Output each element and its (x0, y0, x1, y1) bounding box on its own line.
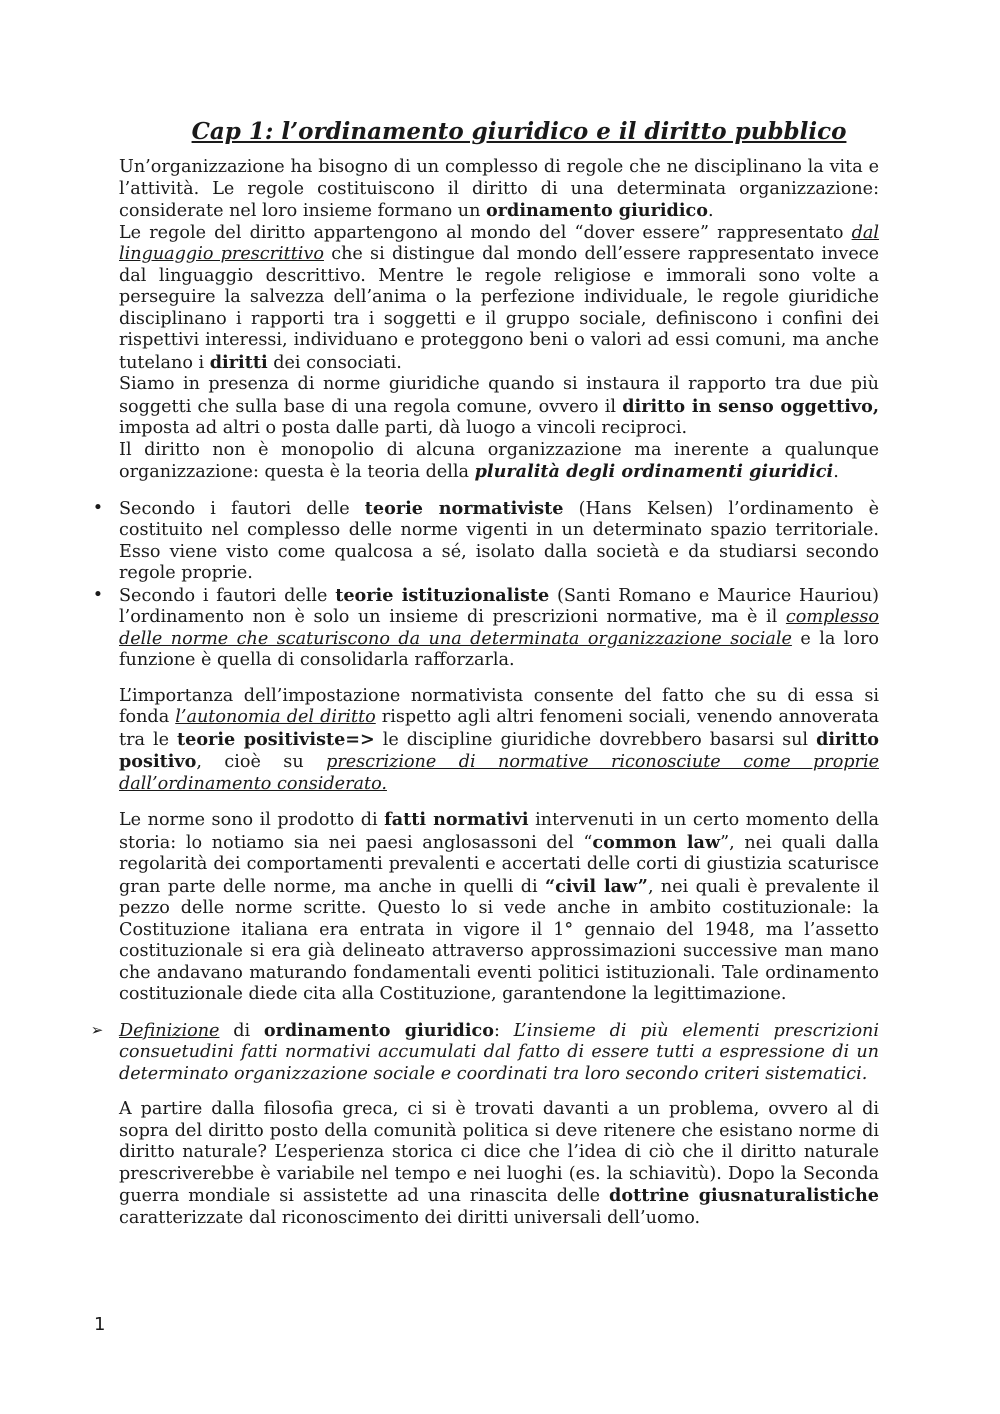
text-run: caratterizzate dal riconoscimento dei diritti universali dell’uomo. (119, 1207, 701, 1228)
text-run: e la loro funzione è quella di consolidarla rafforzarla. (119, 628, 879, 670)
paragraph-norme-giuridiche (119, 374, 879, 440)
text-run: L’importanza dell’impostazione normativista consente del fatto che su di essa si fonda (119, 685, 879, 727)
term-dottrine-giusnaturalistiche: dottrine giusnaturalistiche (609, 1185, 879, 1206)
chapter-title: Cap 1: l’ordinamento giuridico e il diritto pubblico (191, 118, 847, 145)
list-item-istituzionaliste (92, 584, 880, 672)
bullet-marker: • (92, 497, 104, 518)
text-run: di (219, 1020, 264, 1041)
text-run: , nei quali è prevalente il pezzo delle norme scritte. Questo lo si vede anche in ambito costituzionale: la Costituzione italiana era entrata in vigore il 1° gennaio del 1948, ma l’assetto costituzionale si era già delineato attraverso approssimazioni successive man mano che andavano maturando fondamentali eventi politici istituzionali. Tale ordinamento costituzionale diede cita alla Costituzione, garantendone la legittimazione. (119, 876, 880, 1004)
term-definizione: Definizione (119, 1020, 220, 1041)
term-common-law: common law (592, 831, 721, 853)
text-run: dei consociati. (267, 352, 402, 373)
paragraph-normativista (119, 686, 879, 796)
term-teorie-positiviste: teorie positiviste=> (177, 728, 375, 750)
text-run: imposta ad altri o posta dalle parti, dà luogo a vincoli reciproci. (119, 418, 688, 438)
page-content (90, 117, 880, 1229)
theories-list (92, 497, 880, 672)
text-run: le discipline giuridiche dovrebbero basarsi sul (374, 729, 817, 750)
text-run: ”, nei quali dalla regolarità dei comportamenti prevalenti e accertati delle corti di giustizia scaturisce gran parte delle norme, ma anche in quelli di (119, 832, 879, 897)
text-run: Il diritto non è monopolio di alcuna organizzazione ma inerente a qualunque organizzazione: questa è la teoria della (119, 439, 879, 482)
bullet-marker: • (92, 584, 104, 605)
text-run: , cioè su (196, 752, 327, 772)
definition-item (90, 1019, 879, 1086)
text-run: Le norme sono il prodotto di (119, 810, 385, 830)
text-run: . (707, 201, 714, 221)
text-run: Le regole del diritto appartengono al mondo del “dover essere” rappresentato (119, 222, 852, 243)
text-run: Secondo i fautori delle (119, 498, 365, 519)
list-item-normativiste (92, 497, 879, 585)
text-run: (Hans Kelsen) l’ordinamento è costituito nel complesso delle norme vigenti in un determinato spazio territoriale. Esso viene visto come qualcosa a sé, isolato dalla società e da studiarsi secondo regole proprie. (119, 498, 879, 583)
page-number: 1 (94, 1314, 106, 1335)
text-run: (Santi Romano e Maurice Hauriou) l’ordinamento non è solo un insieme di prescrizioni normative, ma è il (119, 585, 880, 627)
paragraph-fatti-normativi (119, 809, 879, 1006)
term-complesso-norme: complesso delle norme che scaturiscono da una determinata organizzazione sociale (119, 607, 879, 649)
term-pluralita-ordinamenti: pluralità degli ordinamenti giuridici (474, 461, 834, 482)
term-autonomia-diritto: l’autonomia del diritto (175, 707, 376, 727)
term-prescrizione-normative: prescrizione di normative riconosciute come proprie dall’ordinamento considerato. (119, 752, 880, 794)
text-run: . (833, 462, 839, 482)
term-civil-law: “civil law” (544, 875, 648, 897)
paragraph-pluralita (119, 440, 879, 484)
text-run: Siamo in presenza di norme giuridiche quando si instaura il rapporto tra due più soggetti che sulla base di una regola comune, ovvero il (119, 374, 879, 417)
term-teorie-istituzionaliste: teorie istituzionaliste (335, 584, 550, 606)
term-teorie-normativiste: teorie normativiste (364, 497, 564, 519)
text-run: : (493, 1020, 514, 1041)
text-run: rispetto agli altri fenomeni sociali, venendo annoverata tra le (119, 707, 879, 750)
definition-text: L’insieme di più elementi prescrizioni consuetudini fatti normativi accumulati dal fatto di essere tutti a espressione di un determinato organizzazione sociale e coordinati tra loro secondo criteri sistematici. (119, 1020, 879, 1084)
text-run: Secondo i fautori delle (119, 585, 336, 606)
paragraph-filosofia-greca (119, 1099, 879, 1229)
text-run: intervenuti in un certo momento della storia: lo notiamo sia nei paesi anglosassoni del “ (119, 810, 879, 853)
paragraph-organizzazione (119, 157, 879, 223)
text-run: che si distingue dal mondo dell’essere rappresentato invece dal linguaggio descrittivo. Mentre le regole religiose e immorali sono volte a perseguire la salvezza dell’anima o la perfezione individuale, le regole giuridiche disciplinano i rapporti tra i soggetti e il gruppo sociale, definiscono i confini dei rispettivi interessi, individuano e proteggono beni o valori ad essi comuni, ma anche tutelano i (119, 244, 880, 373)
term-ordinamento-giuridico: ordinamento giuridico (486, 200, 708, 221)
term-fatti-normativi: fatti normativi (384, 809, 529, 830)
paragraph-regole-diritto (119, 223, 879, 375)
arrow-bullet-icon: ➢ (90, 1020, 104, 1039)
term-diritto-oggettivo: diritto in senso oggettivo, (622, 395, 879, 417)
term-linguaggio-prescrittivo: dal linguaggio prescrittivo (119, 222, 879, 264)
term-diritto-positivo: diritto positivo (119, 728, 879, 772)
text-run: A partire dalla filosofia greca, ci si è trovati davanti a un problema, ovvero al di sopra del diritto posto della comunità politica si deve ritenere che esistano norme di diritto naturale? L’esperienza storica ci dice che l’idea di ciò che il diritto naturale prescriverebbe è variabile nel tempo e nei luoghi (es. la schiavitù). Dopo la Seconda guerra mondiale si assistette ad una rinascita delle (119, 1099, 879, 1206)
term-ordinamento-giuridico-def: ordinamento giuridico (263, 1019, 494, 1041)
text-run: Un’organizzazione ha bisogno di un complesso di regole che ne disciplinano la vita e l’attività. Le regole costituiscono il diritto di una determinata organizzazione: considerate nel loro insieme formano un (119, 157, 879, 221)
term-diritti: diritti (209, 351, 268, 373)
